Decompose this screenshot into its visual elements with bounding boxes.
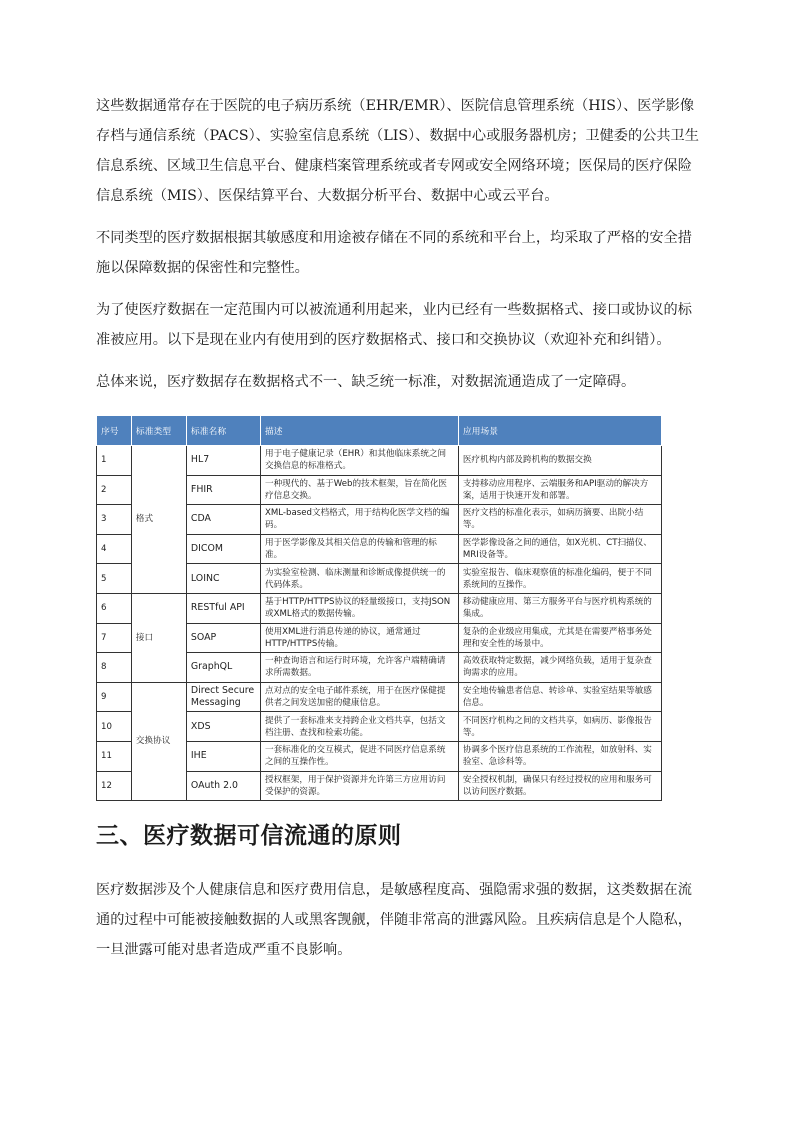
row-scene: 医学影像设备之间的通信，如X光机、CT扫描仪、MRI设备等。: [458, 534, 661, 564]
row-no: 4: [97, 534, 132, 564]
row-name: HL7: [186, 446, 260, 476]
principle-paragraph: 医疗数据涉及个人健康信息和医疗费用信息，是敏感程度高、强隐需求强的数据，这类数据在流通的过程中可能被接触数据的人或黑客觊觎，伴随非常高的泄露风险。且疾病信息是个人隐私，一旦泄露可能对患者造成严重不良影响。: [96, 882, 692, 958]
row-desc: 一套标准化的交互模式，促进不同医疗信息系统之间的互操作性。: [260, 741, 458, 771]
row-name: IHE: [186, 741, 260, 771]
row-name: CDA: [186, 505, 260, 535]
header-scene: 应用场景: [458, 416, 661, 446]
row-scene: 安全地传输患者信息、转诊单、实验室结果等敏感信息。: [458, 682, 661, 712]
intro-paragraph-standards: 为了使医疗数据在一定范围内可以被流通利用起来，业内已经有一些数据格式、接口或协议的标准被应用。以下是现在业内有使用到的医疗数据格式、接口和交换协议（欢迎补充和纠错）。: [96, 302, 692, 348]
section-heading: 三、医疗数据可信流通的原则: [96, 823, 402, 849]
row-no: 7: [97, 623, 132, 653]
table-header-row: [97, 416, 662, 446]
row-scene: 医疗文档的标准化表示，如病历摘要、出院小结等。: [458, 505, 661, 535]
row-name: FHIR: [186, 475, 260, 505]
header-desc: 描述: [260, 416, 458, 446]
row-name: SOAP: [186, 623, 260, 653]
intro-paragraph-security: 不同类型的医疗数据根据其敏感度和用途被存储在不同的系统和平台上，均采取了严格的安全措施以保障数据的保密性和完整性。: [96, 230, 692, 276]
row-name: RESTful API: [186, 593, 260, 623]
row-name: XDS: [186, 712, 260, 742]
row-desc: 使用XML进行消息传递的协议，通常通过HTTP/HTTPS传输。: [260, 623, 458, 653]
row-desc: 提供了一套标准来支持跨企业文档共享，包括文档注册、查找和检索功能。: [260, 712, 458, 742]
standards-table: [96, 415, 662, 801]
category-interface: 接口: [131, 593, 186, 682]
row-scene: 高效获取特定数据，减少网络负载，适用于复杂查询需求的应用。: [458, 653, 661, 683]
row-desc: 一种现代的、基于Web的技术框架，旨在简化医疗信息交换。: [260, 475, 458, 505]
row-desc: 基于HTTP/HTTPS协议的轻量级接口，支持JSON或XML格式的数据传输。: [260, 593, 458, 623]
category-exchange: 交换协议: [131, 682, 186, 800]
intro-paragraph-systems: 这些数据通常存在于医院的电子病历系统（EHR/EMR）、医院信息管理系统（HIS）、医学影像存档与通信系统（PACS）、实验室信息系统（LIS）、数据中心或服务器机房；卫健委的公共卫生信息系统、区域卫生信息平台、健康档案管理系统或者专网或安全网络环境；医保局的医疗保险信息系统（MIS）、医保结算平台、大数据分析平台、数据中心或云平台。: [96, 98, 699, 204]
table-row: [97, 446, 662, 476]
row-scene: 实验室报告、临床观察值的标准化编码，便于不同系统间的互操作。: [458, 564, 661, 594]
header-no: 序号: [97, 416, 132, 446]
row-no: 11: [97, 741, 132, 771]
row-desc: XML-based文档格式，用于结构化医学文档的编码。: [260, 505, 458, 535]
row-desc: 用于医学影像及其相关信息的传输和管理的标准。: [260, 534, 458, 564]
row-name: DICOM: [186, 534, 260, 564]
table-row: [97, 682, 662, 712]
row-desc: 点对点的安全电子邮件系统，用于在医疗保健提供者之间发送加密的健康信息。: [260, 682, 458, 712]
header-name: 标准名称: [186, 416, 260, 446]
row-scene: 医疗机构内部及跨机构的数据交换: [458, 446, 661, 476]
table-row: [97, 593, 662, 623]
row-no: 12: [97, 771, 132, 801]
summary-paragraph: 总体来说，医疗数据存在数据格式不一、缺乏统一标准，对数据流通造成了一定障碍。: [96, 374, 636, 390]
row-no: 6: [97, 593, 132, 623]
row-desc: 授权框架，用于保护资源并允许第三方应用访问受保护的资源。: [260, 771, 458, 801]
row-scene: 安全授权机制，确保只有经过授权的应用和服务可以访问医疗数据。: [458, 771, 661, 801]
row-no: 1: [97, 446, 132, 476]
header-type: 标准类型: [131, 416, 186, 446]
row-name: GraphQL: [186, 653, 260, 683]
row-name: OAuth 2.0: [186, 771, 260, 801]
row-desc: 用于电子健康记录（EHR）和其他临床系统之间交换信息的标准格式。: [260, 446, 458, 476]
row-scene: 协调多个医疗信息系统的工作流程，如放射科、实验室、急诊科等。: [458, 741, 661, 771]
row-scene: 复杂的企业级应用集成，尤其是在需要严格事务处理和安全性的场景中。: [458, 623, 661, 653]
category-format: 格式: [131, 446, 186, 594]
row-scene: 移动健康应用、第三方服务平台与医疗机构系统的集成。: [458, 593, 661, 623]
row-no: 5: [97, 564, 132, 594]
row-no: 9: [97, 682, 132, 712]
row-name: LOINC: [186, 564, 260, 594]
row-desc: 一种查询语言和运行时环境，允许客户端精确请求所需数据。: [260, 653, 458, 683]
row-no: 3: [97, 505, 132, 535]
row-name: Direct Secure Messaging: [186, 682, 260, 712]
row-no: 10: [97, 712, 132, 742]
row-scene: 支持移动应用程序、云端服务和API驱动的解决方案，适用于快速开发和部署。: [458, 475, 661, 505]
row-desc: 为实验室检测、临床测量和诊断成像提供统一的代码体系。: [260, 564, 458, 594]
row-no: 8: [97, 653, 132, 683]
row-no: 2: [97, 475, 132, 505]
row-scene: 不同医疗机构之间的文档共享，如病历、影像报告等。: [458, 712, 661, 742]
